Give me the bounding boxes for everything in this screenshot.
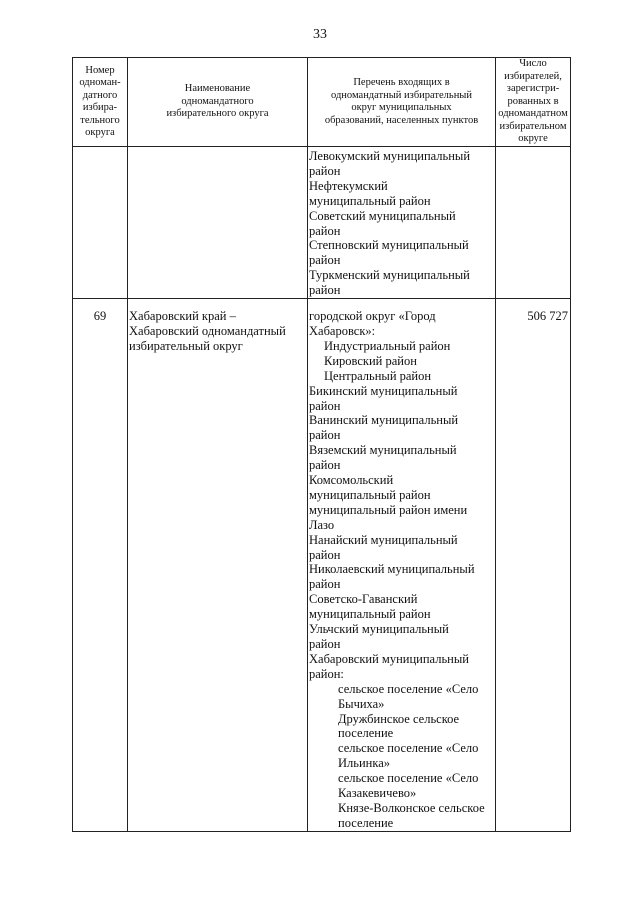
table-header-row xyxy=(73,58,571,147)
list-item: Советский муниципальный xyxy=(309,208,456,223)
list-item: поселение xyxy=(338,726,394,741)
header-district-name xyxy=(128,58,308,147)
header-line: одноман- xyxy=(79,77,121,88)
district-number-cell xyxy=(73,299,128,832)
continued-name-cell xyxy=(128,147,308,299)
list-item: сельское поселение «Село xyxy=(338,771,479,786)
header-line: зарегистри- xyxy=(506,83,560,95)
list-item: район xyxy=(309,458,341,473)
district-name-line: Хабаровский одномандатный xyxy=(129,323,286,338)
header-line: рованных в xyxy=(507,95,559,107)
list-item: район xyxy=(309,577,341,592)
list-item: поселение xyxy=(338,815,394,830)
header-line: одномандатного xyxy=(181,95,254,107)
district-name xyxy=(128,299,307,354)
header-line: избирательного округа xyxy=(166,108,269,120)
municipality-list xyxy=(308,299,495,831)
list-item: муниципальный район xyxy=(309,193,431,208)
list-item: район xyxy=(309,223,341,238)
list-item: район xyxy=(309,398,341,413)
list-item: сельское поселение «Село xyxy=(338,741,479,756)
header-voter-count xyxy=(496,58,571,147)
table-row-continued xyxy=(73,147,571,299)
header-line: округе xyxy=(518,133,548,145)
list-item: Хабаровск»: xyxy=(309,323,376,338)
list-item: Туркменский муниципальный xyxy=(309,268,470,283)
list-item: Хабаровский муниципальный xyxy=(309,651,469,666)
header-line: округа xyxy=(85,127,115,138)
list-item: Советско-Гаванский xyxy=(309,592,418,607)
list-item: муниципальный район xyxy=(309,487,431,502)
list-item: Ульчский муниципальный xyxy=(309,622,449,637)
header-line: Номер xyxy=(85,64,115,76)
list-item: район xyxy=(309,428,341,443)
header-district-number xyxy=(73,58,128,147)
header-line: Число xyxy=(519,58,547,70)
list-item: Лазо xyxy=(309,517,335,532)
list-item: Центральный район xyxy=(324,368,432,383)
list-item: район xyxy=(309,283,341,298)
list-item: Николаевский муниципальный xyxy=(309,562,475,577)
continued-municipality-list xyxy=(308,147,495,298)
list-item: Дружбинское сельское xyxy=(338,711,460,726)
header-line: датного xyxy=(82,89,118,101)
district-name-line: избирательный округ xyxy=(129,338,243,353)
list-item: район xyxy=(309,637,341,651)
list-item: Нефтекумский xyxy=(309,178,388,193)
list-item: район xyxy=(309,253,341,268)
header-line: избира- xyxy=(82,102,118,113)
district-name-line: Хабаровский край – xyxy=(129,309,236,324)
list-item: Князе-Волконское сельское xyxy=(338,800,485,815)
header-line: тельного xyxy=(80,114,120,126)
list-item: район xyxy=(309,163,341,178)
list-item: сельское поселение «Село xyxy=(338,681,479,696)
district-number: 69 xyxy=(93,309,107,324)
district-name-cell xyxy=(128,299,308,832)
list-item: Вяземский муниципальный xyxy=(309,443,457,458)
list-item: городской округ «Город xyxy=(309,309,436,324)
list-item: район xyxy=(309,547,341,562)
list-item: Индустриальный район xyxy=(324,338,451,353)
list-item: Кировский район xyxy=(324,353,417,368)
list-item: Нанайский муниципальный xyxy=(309,532,458,547)
header-line: Перечень входящих в xyxy=(353,77,450,88)
header-line: одномандатный избирательный xyxy=(331,89,472,101)
header-line: округ муниципальных xyxy=(351,102,452,113)
list-item: Бычиха» xyxy=(338,696,385,711)
list-item: Ванинский муниципальный xyxy=(309,413,459,428)
list-item: муниципальный район xyxy=(309,607,431,622)
list-item: Комсомольский xyxy=(309,473,394,488)
continued-voters-cell xyxy=(496,147,571,299)
voter-count: 506 727 xyxy=(527,309,568,324)
header-municipalities-list xyxy=(308,58,496,147)
list-item: муниципальный район имени xyxy=(309,502,468,517)
table-row-69 xyxy=(73,299,571,832)
list-item: Левокумский муниципальный xyxy=(309,149,471,163)
list-item: Ильинка» xyxy=(338,756,391,771)
header-line: избирательном xyxy=(499,120,567,132)
list-item: район: xyxy=(309,666,344,681)
district-table xyxy=(72,57,571,832)
header-line: образований, населенных пунктов xyxy=(324,114,479,126)
municipality-list-cell xyxy=(308,299,496,832)
list-item: Казакевичево» xyxy=(338,786,417,801)
voter-count-cell xyxy=(496,299,571,832)
header-line: Наименование xyxy=(184,83,251,95)
continued-number-cell xyxy=(73,147,128,299)
header-line: избирателей, xyxy=(504,70,562,82)
list-item: Бикинский муниципальный xyxy=(309,383,458,398)
page-number: 33 xyxy=(313,27,327,42)
list-item: Степновский муниципальный xyxy=(309,238,469,253)
continued-list-cell xyxy=(308,147,496,299)
header-line: одномандатном xyxy=(498,108,568,120)
